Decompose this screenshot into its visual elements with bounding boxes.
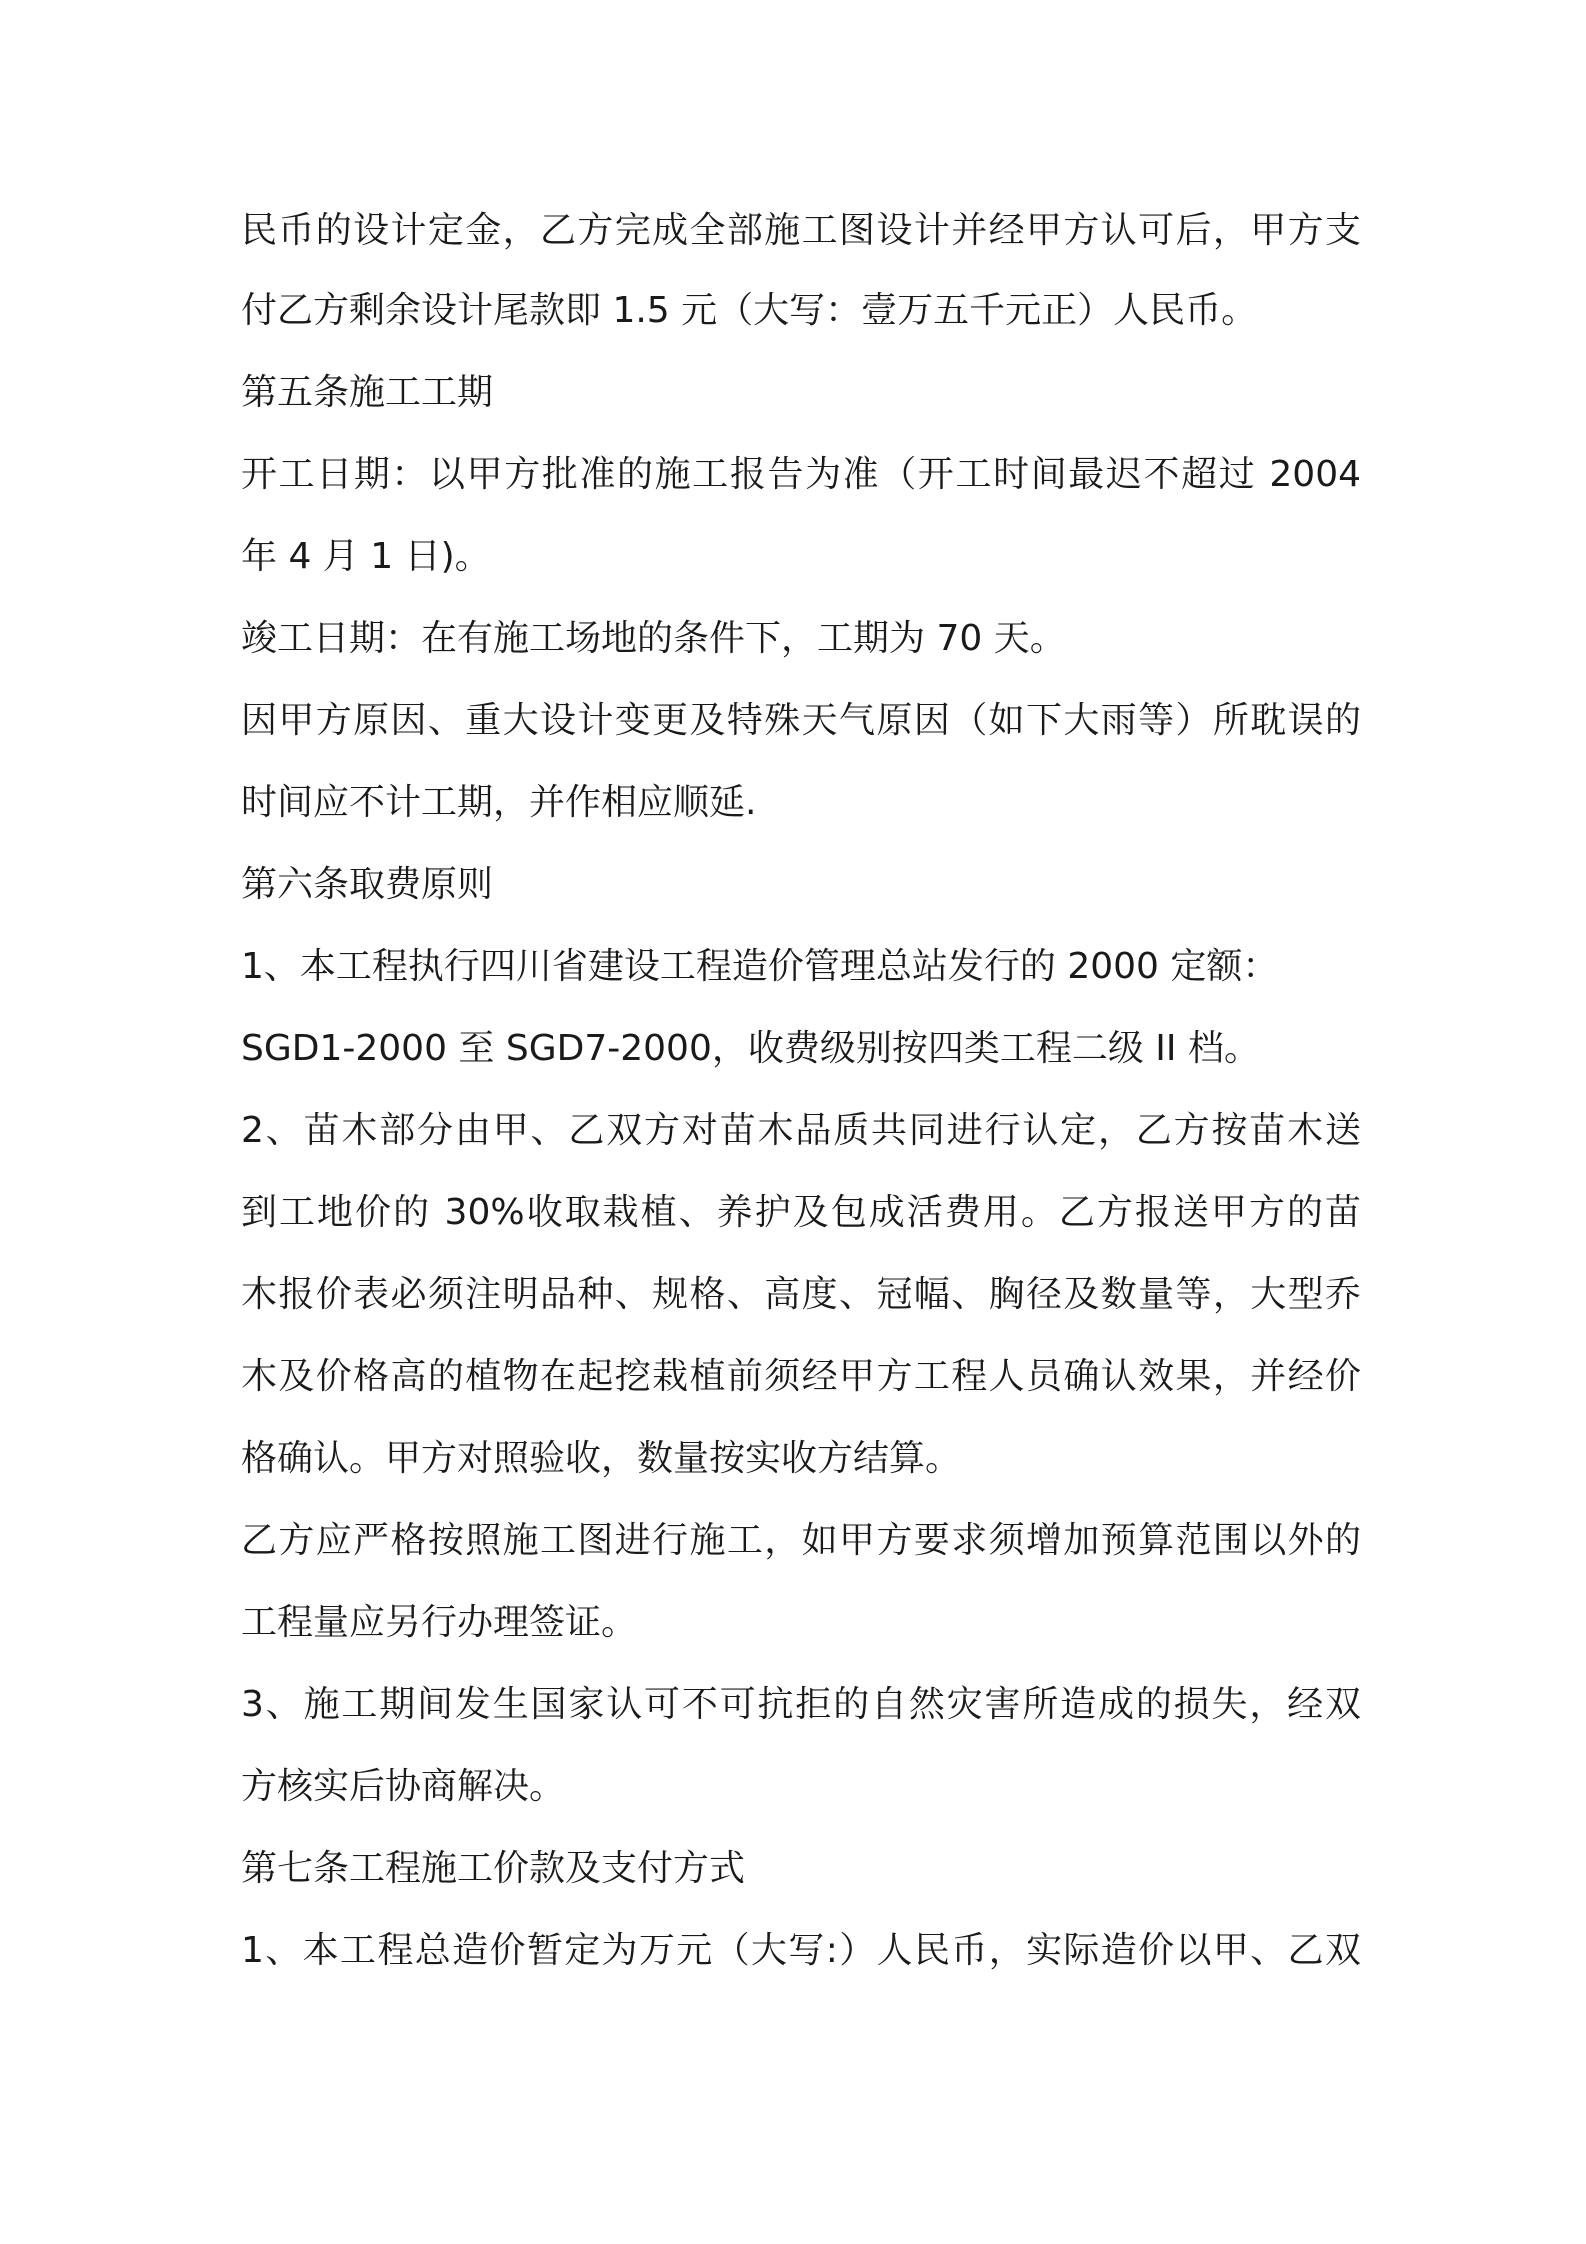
text-line: 工程量应另行办理签证。 <box>241 1602 638 1643</box>
text-line: 木报价表必须注明品种、规格、高度、冠幅、胸径及数量等，大型乔 <box>241 1274 1361 1315</box>
text-line: 1、本工程执行四川省建设工程造价管理总站发行的 2000 定额： <box>241 946 1279 987</box>
text-line: 乙方应严格按照施工图进行施工，如甲方要求须增加预算范围以外的 <box>241 1520 1361 1561</box>
section-heading: 第七条工程施工价款及支付方式 <box>241 1848 746 1889</box>
section-heading: 第五条施工工期 <box>241 372 494 413</box>
text-line: 3、施工期间发生国家认可不可抗拒的自然灾害所造成的损失，经双 <box>241 1684 1361 1725</box>
text-line: 到工地价的 30%收取栽植、养护及包成活费用。乙方报送甲方的苗 <box>241 1192 1361 1233</box>
text-line: 年 4 月 1 日)。 <box>241 536 491 577</box>
section-heading: 第六条取费原则 <box>241 864 494 905</box>
text-line: 因甲方原因、重大设计变更及特殊天气原因（如下大雨等）所耽误的 <box>241 700 1361 741</box>
text-line: 2、苗木部分由甲、乙双方对苗木品质共同进行认定，乙方按苗木送 <box>241 1110 1361 1151</box>
text-line: SGD1-2000 至 SGD7-2000，收费级别按四类工程二级 II 档。 <box>241 1028 1260 1069</box>
text-line: 竣工日期：在有施工场地的条件下，工期为 70 天。 <box>241 618 1066 659</box>
text-line: 民币的设计定金，乙方完成全部施工图设计并经甲方认可后，甲方支 <box>241 210 1361 251</box>
text-line: 开工日期：以甲方批准的施工报告为准（开工时间最迟不超过 2004 <box>241 454 1361 495</box>
text-line: 1、本工程总造价暂定为万元（大写:）人民币，实际造价以甲、乙双 <box>241 1930 1361 1971</box>
text-line: 木及价格高的植物在起挖栽植前须经甲方工程人员确认效果，并经价 <box>241 1356 1361 1397</box>
text-line: 付乙方剩余设计尾款即 1.5 元（大写：壹万五千元正）人民币。 <box>241 290 1258 331</box>
text-line: 方核实后协商解决。 <box>241 1766 566 1807</box>
text-line: 格确认。甲方对照验收，数量按实收方结算。 <box>241 1438 962 1479</box>
text-line: 时间应不计工期，并作相应顺延. <box>241 782 757 823</box>
